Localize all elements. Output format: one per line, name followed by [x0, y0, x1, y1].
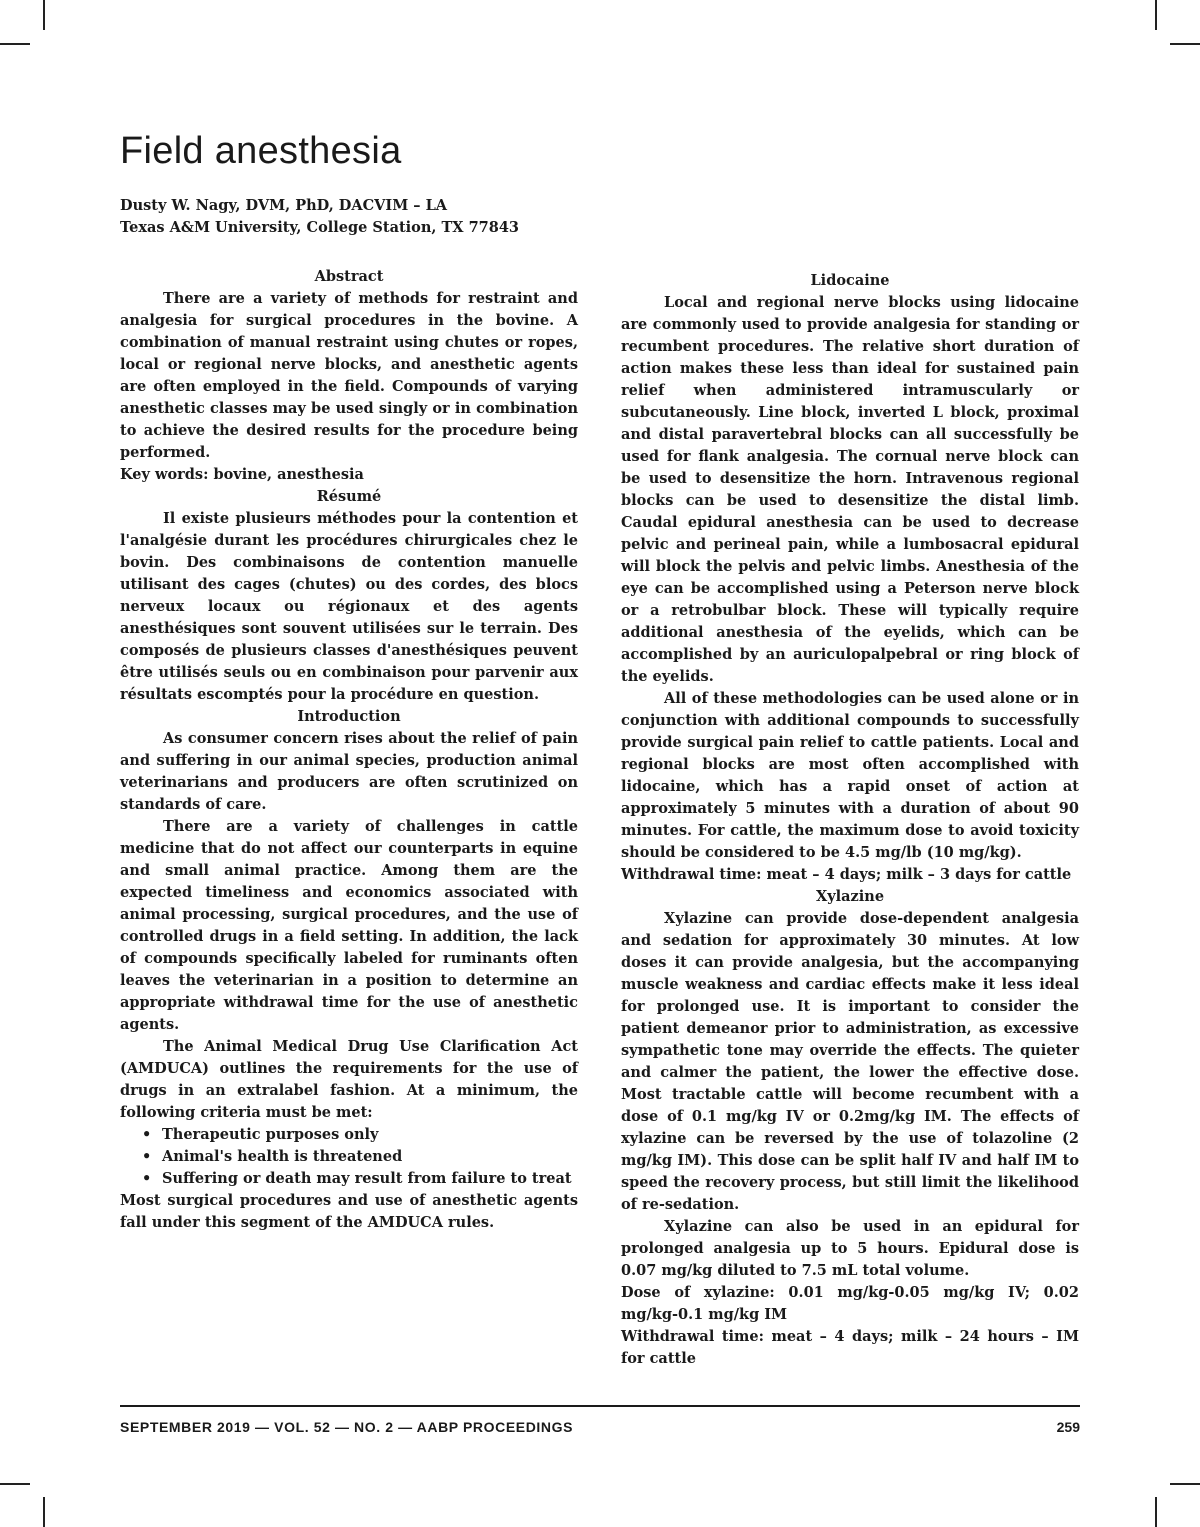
- list-item-text: Suffering or death may result from failure to treat: [162, 1170, 572, 1187]
- crop-mark: [1155, 0, 1157, 30]
- crop-mark: [0, 1483, 30, 1485]
- list-item-text: Therapeutic purposes only: [162, 1126, 379, 1143]
- resume-heading: Résumé: [316, 488, 382, 505]
- byline: [120, 195, 519, 239]
- introduction-paragraph: The Animal Medical Drug Use Clarification Act (AMDUCA) outlines the requirements for the use of drugs in an extralabel fashion. At a minimum, the following criteria must be met:: [120, 1038, 578, 1121]
- list-item: [142, 1146, 578, 1168]
- crop-mark: [0, 43, 30, 45]
- lidocaine-heading: Lidocaine: [810, 272, 890, 289]
- page-number: 259: [1056, 1419, 1080, 1435]
- right-column: [621, 270, 1079, 1370]
- footer-rule: [120, 1405, 1080, 1407]
- xylazine-paragraph: Xylazine can also be used in an epidural for prolonged analgesia up to 5 hours. Epidural dose is 0.07 mg/kg diluted to 7.5 mL total volume.: [621, 1218, 1079, 1279]
- introduction-heading: Introduction: [297, 708, 401, 725]
- introduction-paragraph: As consumer concern rises about the relief of pain and suffering in our animal species, production animal veterinarians and producers are often scrutinized on standards of care.: [120, 730, 578, 813]
- footer-journal: SEPTEMBER 2019 — VOL. 52 — NO. 2 — AABP PROCEEDINGS: [120, 1419, 574, 1435]
- left-column: [120, 266, 578, 1234]
- xylazine-paragraph: Xylazine can provide dose-dependent analgesia and sedation for approximately 30 minutes. At low doses it can provide analgesia, but the accompanying muscle weakness and cardiac effects make it less ideal for prolonged use. It is important to consider the patient demeanor prior to administration, as excessive sympathetic tone may override the effects. The quieter and calmer the patient, the lower the effective dose. Most tractable cattle will become recumbent with a dose of 0.1 mg/kg IV or 0.2mg/kg IM. The effects of xylazine can be reversed by the use of tolazoline (2 mg/kg IM). This dose can be split half IV and half IM to speed the recovery process, but still limit the likelihood of re-sedation.: [621, 910, 1079, 1213]
- crop-mark: [43, 1497, 45, 1527]
- introduction-paragraph: There are a variety of challenges in cattle medicine that do not affect our counterparts in equine and small animal practice. Among them are the expected timeliness and economics associated with animal processing, surgical procedures, and the use of controlled drugs in a field setting. In addition, the lack of compounds specifically labeled for ruminants often leaves the veterinarian in a position to determine an appropriate withdrawal time for the use of anesthetic agents.: [120, 818, 578, 1033]
- article-title: Field anesthesia: [120, 130, 402, 172]
- crop-mark: [43, 0, 45, 30]
- xylazine-dose: Dose of xylazine: 0.01 mg/kg-0.05 mg/kg IV; 0.02 mg/kg-0.1 mg/kg IM: [621, 1284, 1079, 1323]
- lidocaine-paragraph: Local and regional nerve blocks using lidocaine are commonly used to provide analgesia for standing or recumbent procedures. The relative short duration of action makes these less than ideal for sustained pain relief when administered intramuscularly or subcutaneously. Line block, inverted L block, proximal and distal paravertebral blocks can all successfully be used for flank analgesia. The cornual nerve block can be used to desensitize the horn. Intravenous regional blocks can be used to desensitize the distal limb. Caudal epidural anesthesia can be used to decrease pelvic and perineal pain, while a lumbosacral epidural will block the pelvis and pelvic limbs. Anesthesia of the eye can be accomplished using a Peterson nerve block or a retrobulbar block. These will typically require additional anesthesia of the eyelids, which can be accomplished by an auriculopalpebral or ring block of the eyelids.: [621, 294, 1079, 685]
- bullet-icon: •: [142, 1148, 152, 1165]
- list-item: [142, 1168, 578, 1190]
- lidocaine-paragraph: All of these methodologies can be used alone or in conjunction with additional compounds to successfully provide surgical pain relief to cattle patients. Local and regional blocks are most often accomplished with lidocaine, which has a rapid onset of action at approximately 5 minutes with a duration of about 90 minutes. For cattle, the maximum dose to avoid toxicity should be considered to be 4.5 mg/lb (10 mg/kg).: [621, 690, 1079, 861]
- crop-mark: [1155, 1497, 1157, 1527]
- criteria-list: [120, 1124, 578, 1190]
- xylazine-withdrawal: Withdrawal time: meat – 4 days; milk – 24 hours – IM for cattle: [621, 1328, 1079, 1367]
- list-item: [142, 1124, 578, 1146]
- bullet-icon: •: [142, 1126, 152, 1143]
- resume-text: Il existe plusieurs méthodes pour la contention et l'analgésie durant les procédures chirurgicales chez le bovin. Des combinaisons de contention manuelle utilisant des cages (chutes) ou des cordes, des blocs nerveux locaux ou régionaux et des agents anesthésiques sont souvent utilisées sur le terrain. Des composés de plusieurs classes d'anesthésiques peuvent être utilisés seuls ou en combinaison pour parvenir aux résultats escomptés pour la procédure en question.: [120, 510, 578, 703]
- xylazine-heading: Xylazine: [815, 888, 885, 905]
- introduction-paragraph: Most surgical procedures and use of anesthetic agents fall under this segment of the AMDUCA rules.: [120, 1192, 578, 1231]
- bullet-icon: •: [142, 1170, 152, 1187]
- lidocaine-withdrawal: Withdrawal time: meat – 4 days; milk – 3 days for cattle: [621, 866, 1072, 883]
- author-affiliation: Texas A&M University, College Station, TX 77843: [120, 219, 520, 236]
- author-name: Dusty W. Nagy, DVM, PhD, DACVIM – LA: [120, 197, 448, 214]
- list-item-text: Animal's health is threatened: [162, 1148, 403, 1165]
- crop-mark: [1170, 43, 1200, 45]
- abstract-heading: Abstract: [314, 268, 384, 285]
- crop-mark: [1170, 1483, 1200, 1485]
- abstract-text: There are a variety of methods for restraint and analgesia for surgical procedures in the bovine. A combination of manual restraint using chutes or ropes, local or regional nerve blocks, and anesthetic agents are often employed in the field. Compounds of varying anesthetic classes may be used singly or in combination to achieve the desired results for the procedure being performed.: [120, 290, 578, 461]
- keywords: Key words: bovine, anesthesia: [120, 466, 364, 483]
